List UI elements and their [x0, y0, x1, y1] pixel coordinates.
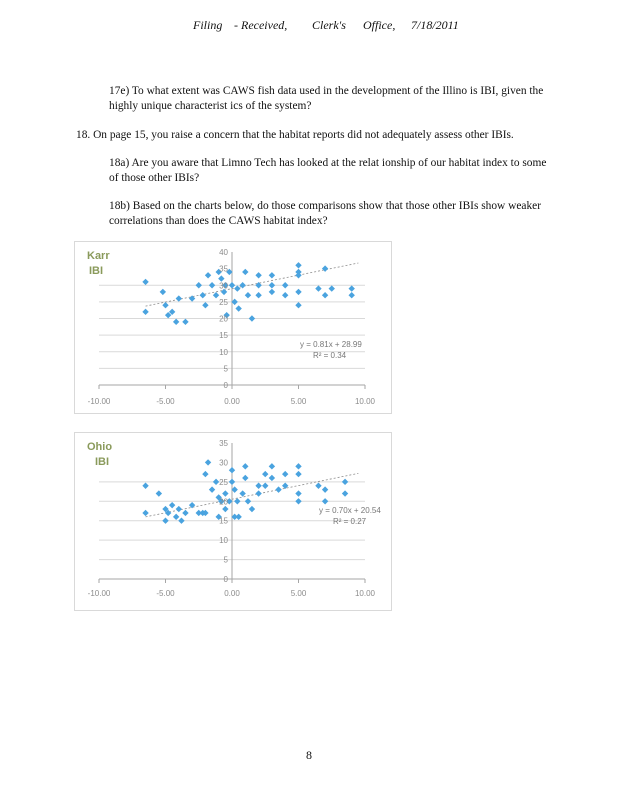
data-point — [269, 463, 275, 469]
data-point — [205, 272, 211, 278]
data-point — [295, 490, 301, 496]
data-point — [229, 282, 235, 288]
data-point — [239, 490, 245, 496]
chart-title-line2: IBI — [95, 456, 110, 468]
karr-ibi-chart — [74, 241, 392, 414]
data-point — [315, 483, 321, 489]
data-point — [295, 269, 301, 275]
data-point — [295, 262, 301, 268]
data-point — [209, 282, 215, 288]
y-tick-label: 5 — [223, 364, 228, 374]
header-received: - Received, — [234, 18, 288, 32]
y-tick-label: 40 — [219, 248, 228, 257]
data-point — [249, 506, 255, 512]
y-tick-label: 35 — [219, 264, 228, 274]
data-point — [282, 292, 288, 298]
data-point — [269, 475, 275, 481]
data-point — [262, 471, 268, 477]
x-tick-label: 0.00 — [224, 589, 240, 598]
data-point — [249, 315, 255, 321]
x-tick-label: -10.00 — [87, 397, 111, 406]
question-18a: 18a) Are you aware that Limno Tech has looked at the relat ionship of our habitat index to some of those other IBIs? — [109, 157, 547, 184]
trend-r2: R² = 0.27 — [333, 517, 367, 526]
header-clerks: Clerk's — [312, 18, 346, 32]
data-point — [242, 475, 248, 481]
x-tick-label: -5.00 — [156, 589, 175, 598]
data-point — [202, 302, 208, 308]
data-point — [235, 305, 241, 311]
data-point — [142, 483, 148, 489]
data-point — [242, 463, 248, 469]
data-point — [322, 498, 328, 504]
y-tick-label: 5 — [223, 555, 228, 565]
data-point — [176, 506, 182, 512]
data-point — [255, 272, 261, 278]
data-point — [349, 285, 355, 291]
data-point — [162, 302, 168, 308]
question-17e: 17e) To what extent was CAWS fish data used in the development of the Illino is IBI, given the highly unique characterist ics of the system? — [109, 85, 544, 112]
data-point — [202, 471, 208, 477]
data-point — [176, 295, 182, 301]
x-tick-label: 5.00 — [290, 397, 307, 406]
data-point — [239, 282, 245, 288]
data-point — [295, 289, 301, 295]
karr-ibi-plot — [75, 242, 391, 413]
data-point — [275, 486, 281, 492]
data-point — [269, 289, 275, 295]
x-tick-label: 5.00 — [290, 589, 307, 598]
data-point — [342, 479, 348, 485]
data-point — [282, 282, 288, 288]
x-tick-label: 0.00 — [224, 397, 240, 406]
y-tick-label: 25 — [219, 477, 228, 487]
y-tick-label: 15 — [219, 516, 228, 526]
data-point — [342, 490, 348, 496]
data-point — [173, 319, 179, 325]
trend-equation: y = 0.70x + 20.54 — [319, 506, 381, 515]
y-tick-label: 30 — [219, 281, 228, 291]
y-tick-label: 25 — [219, 297, 228, 307]
data-point — [156, 490, 162, 496]
data-point — [200, 292, 206, 298]
y-tick-label: 20 — [219, 314, 228, 324]
question-18b: 18b) Based on the charts below, do those comparisons show that those other IBIs show weaker correlations than does the CAWS habitat index? — [109, 200, 542, 227]
data-point — [178, 518, 184, 524]
trend-equation: y = 0.81x + 28.99 — [300, 340, 362, 349]
chart-title-line2: IBI — [89, 265, 104, 277]
question-18: 18. On page 15, you raise a concern that the habitat reports did not adequately assess other IBIs. — [76, 129, 514, 141]
data-point — [205, 459, 211, 465]
chart-title-line1: Karr — [87, 250, 110, 262]
data-point — [222, 506, 228, 512]
y-tick-label: 0 — [223, 381, 228, 390]
filing-header — [0, 18, 618, 38]
header-date: 7/18/2011 — [411, 18, 459, 32]
data-point — [295, 302, 301, 308]
data-point — [322, 292, 328, 298]
x-tick-label: -5.00 — [156, 397, 175, 406]
data-point — [229, 479, 235, 485]
data-point — [245, 498, 251, 504]
data-point — [182, 510, 188, 516]
data-point — [295, 463, 301, 469]
page-number: 8 — [306, 748, 312, 762]
data-point — [169, 502, 175, 508]
y-tick-label: 0 — [223, 575, 228, 584]
data-point — [255, 292, 261, 298]
x-tick-label: 10.00 — [354, 397, 376, 406]
chart-title-line1: Ohio — [87, 441, 113, 453]
y-tick-label: 30 — [219, 458, 228, 468]
data-point — [295, 471, 301, 477]
data-point — [173, 514, 179, 520]
data-point — [162, 518, 168, 524]
x-tick-label: -10.00 — [87, 589, 111, 598]
data-point — [222, 490, 228, 496]
data-point — [295, 498, 301, 504]
y-tick-label: 35 — [219, 439, 228, 448]
y-tick-label: 10 — [219, 347, 228, 357]
data-point — [142, 510, 148, 516]
data-point — [142, 279, 148, 285]
header-office: Office, — [363, 18, 396, 32]
ohio-ibi-chart — [74, 432, 392, 611]
y-tick-label: 15 — [219, 331, 228, 341]
x-tick-label: 10.00 — [354, 589, 376, 598]
data-point — [255, 483, 261, 489]
data-point — [234, 498, 240, 504]
data-point — [160, 289, 166, 295]
header-filing: Filing — [193, 18, 223, 32]
data-point — [255, 490, 261, 496]
data-point — [315, 285, 321, 291]
y-tick-label: 10 — [219, 536, 228, 546]
data-point — [229, 467, 235, 473]
data-point — [234, 285, 240, 291]
data-point — [282, 471, 288, 477]
data-point — [209, 486, 215, 492]
y-tick-label: 20 — [219, 497, 228, 507]
data-point — [329, 285, 335, 291]
data-point — [262, 483, 268, 489]
data-point — [269, 282, 275, 288]
data-point — [269, 272, 275, 278]
data-point — [245, 292, 251, 298]
data-point — [349, 292, 355, 298]
data-point — [142, 309, 148, 315]
data-point — [182, 319, 188, 325]
ohio-ibi-plot — [75, 433, 391, 610]
data-point — [322, 265, 328, 271]
data-point — [242, 269, 248, 275]
trend-r2: R² = 0.34 — [313, 351, 347, 360]
data-point — [322, 486, 328, 492]
data-point — [196, 282, 202, 288]
